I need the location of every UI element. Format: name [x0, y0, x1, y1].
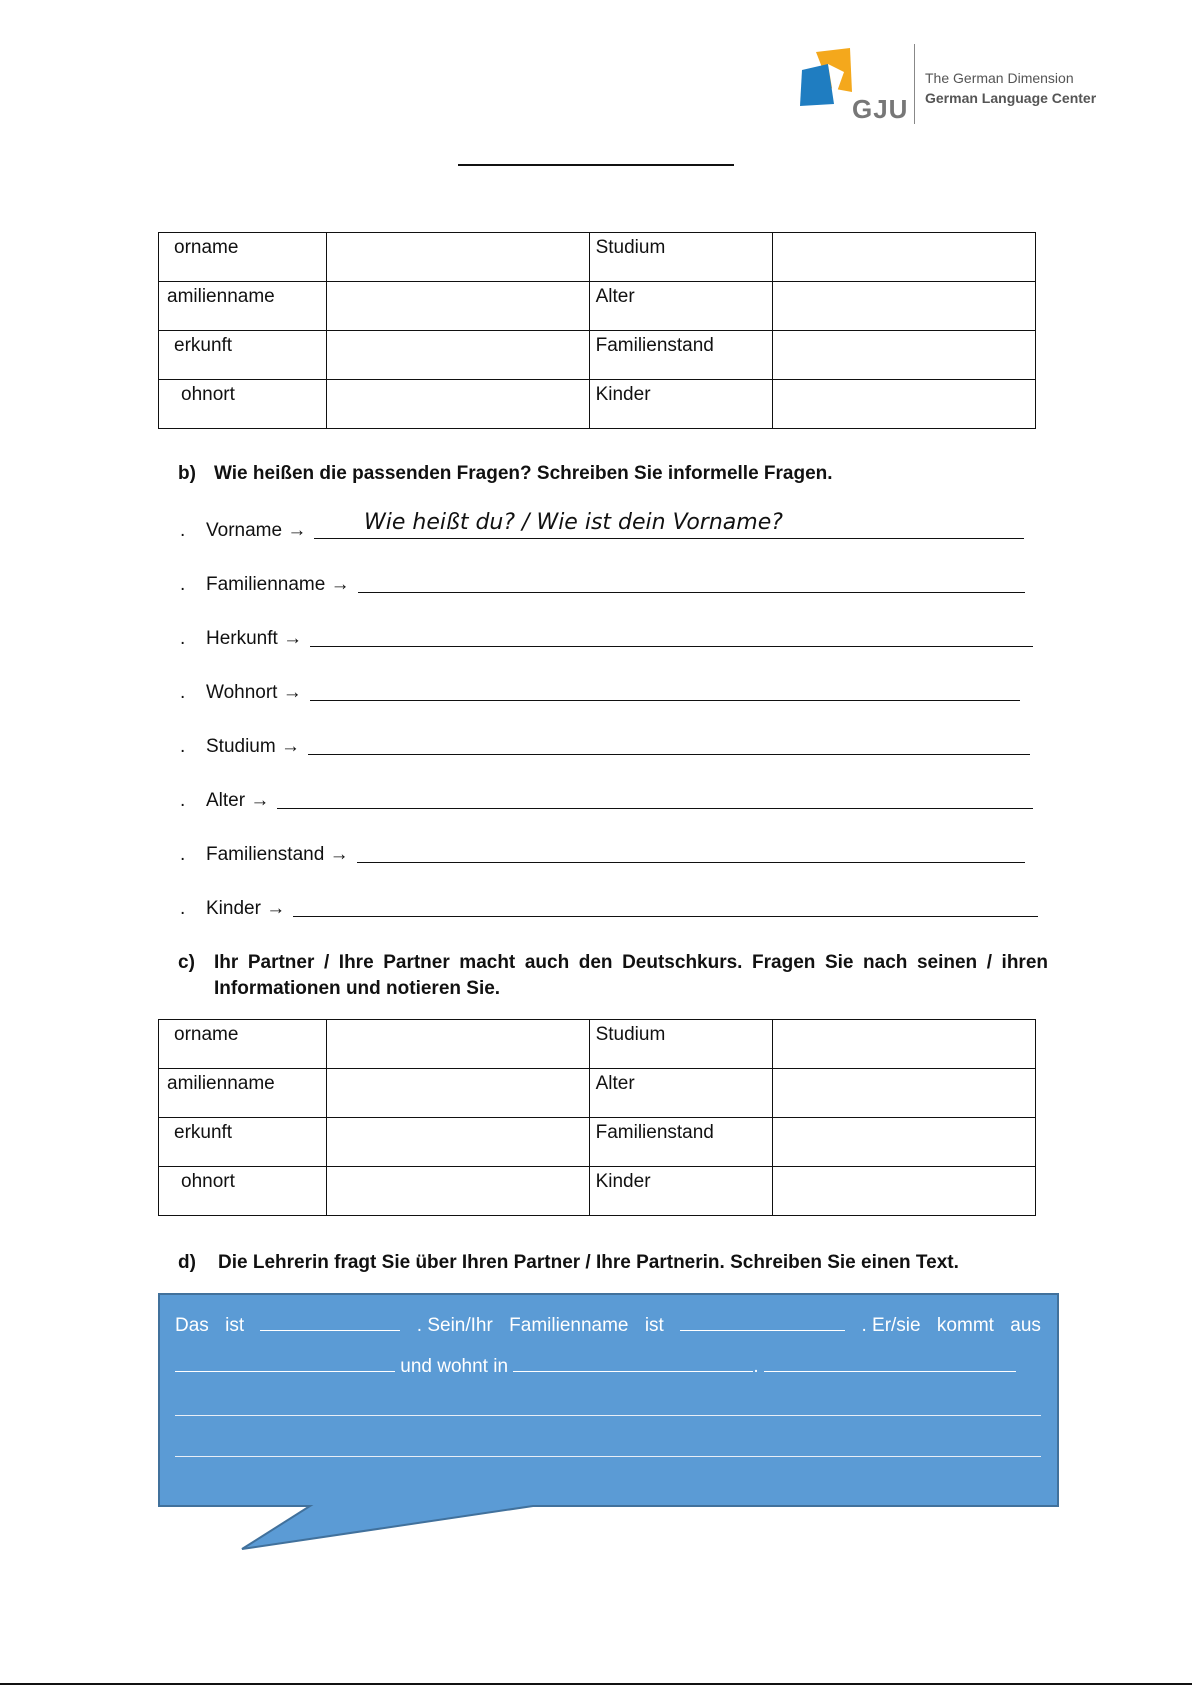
blank-familienname[interactable]: [680, 1329, 845, 1331]
table-row: [159, 282, 1036, 331]
section-instruction: Wie heißen die passenden Fragen? Schreiben Sie informelle Fragen.: [214, 463, 833, 484]
partner-info-table: [158, 1019, 1036, 1216]
question-label: Familienstand: [206, 844, 325, 865]
label-cell: orname: [159, 1020, 327, 1069]
question-row-kinder: [180, 898, 1038, 920]
logo-divider: [914, 44, 915, 124]
question-label: Wohnort: [206, 682, 278, 703]
gju-logo-mark: [800, 48, 856, 114]
title-blank-line: [458, 164, 734, 166]
answer-line[interactable]: [293, 915, 1038, 917]
bullet: .: [180, 736, 186, 757]
table-row: [159, 1020, 1036, 1069]
value-cell[interactable]: [326, 331, 589, 380]
arrow-icon: →: [250, 790, 270, 811]
label-cell: Studium: [589, 1020, 772, 1069]
bubble-writing-line-3[interactable]: [175, 1415, 1041, 1416]
handwritten-answer: Wie heißt du? / Wie ist dein Vorname?: [364, 510, 783, 535]
value-cell[interactable]: [326, 282, 589, 331]
bubble-word: ist: [644, 1315, 664, 1336]
bubble-word: .: [753, 1356, 759, 1377]
question-row-studium: [180, 736, 1030, 758]
question-row-herkunft: [180, 628, 1033, 650]
arrow-icon: →: [329, 844, 349, 865]
question-label: Studium: [206, 736, 276, 757]
bubble-word: und wohnt in: [400, 1356, 509, 1377]
bullet: .: [180, 844, 186, 865]
label-cell: Kinder: [589, 380, 772, 429]
table-row: [159, 1069, 1036, 1118]
value-cell[interactable]: [326, 1167, 589, 1216]
bubble-word: ist: [225, 1315, 245, 1336]
bullet: .: [180, 628, 186, 649]
value-cell[interactable]: [326, 233, 589, 282]
label-cell: Studium: [589, 233, 772, 282]
label-cell: orname: [159, 233, 327, 282]
table-row: [159, 1118, 1036, 1167]
question-label: Kinder: [206, 898, 261, 919]
bubble-line-2: [175, 1356, 1041, 1378]
value-cell[interactable]: [772, 1069, 1035, 1118]
arrow-icon: →: [282, 682, 302, 703]
bubble-writing-line-4[interactable]: [175, 1456, 1041, 1457]
question-row-wohnort: [180, 682, 1020, 704]
logo-abbrev: GJU: [852, 94, 909, 124]
section-instruction-line2: Informationen und notieren Sie.: [214, 978, 501, 999]
section-b-heading: [178, 463, 833, 485]
label-cell: Kinder: [589, 1167, 772, 1216]
answer-line[interactable]: [308, 753, 1030, 755]
section-c-heading: [178, 952, 1048, 1000]
question-row-familienname: [180, 574, 1025, 596]
value-cell[interactable]: [772, 380, 1035, 429]
section-letter: d): [178, 1252, 196, 1273]
personal-info-table: [158, 232, 1036, 429]
table-row: [159, 331, 1036, 380]
question-label: Familienname: [206, 574, 326, 595]
value-cell[interactable]: [326, 1069, 589, 1118]
value-cell[interactable]: [772, 282, 1035, 331]
logo-center-name: German Language Center: [925, 90, 1097, 106]
section-instruction-line1: Ihr Partner / Ihre Partner macht auch den Deutschkurs. Fragen Sie nach seinen / ihren: [214, 952, 1048, 973]
bubble-word: Familienname: [509, 1315, 629, 1336]
question-label: Vorname: [206, 520, 283, 541]
blank-herkunft[interactable]: [175, 1370, 395, 1372]
section-letter: c): [178, 952, 195, 973]
question-row-alter: [180, 790, 1033, 812]
value-cell[interactable]: [772, 1020, 1035, 1069]
value-cell[interactable]: [772, 1118, 1035, 1167]
bubble-word: . Sein/Ihr: [416, 1315, 493, 1336]
answer-line[interactable]: [357, 861, 1025, 863]
bullet: .: [180, 574, 186, 595]
bubble-word: kommt: [936, 1315, 994, 1336]
bullet: .: [180, 682, 186, 703]
bullet: .: [180, 790, 186, 811]
table-row: [159, 380, 1036, 429]
label-cell: Alter: [589, 1069, 772, 1118]
bubble-word: aus: [1010, 1315, 1041, 1336]
answer-line[interactable]: [310, 699, 1020, 701]
answer-line[interactable]: [358, 591, 1025, 593]
label-cell: ohnort: [159, 380, 327, 429]
bullet: .: [180, 898, 186, 919]
blank-wohnort[interactable]: [513, 1370, 753, 1372]
table-row: [159, 1167, 1036, 1216]
arrow-icon: →: [287, 520, 307, 541]
value-cell[interactable]: [772, 1167, 1035, 1216]
arrow-icon: →: [266, 898, 286, 919]
label-cell: Familienstand: [589, 1118, 772, 1167]
label-cell: erkunft: [159, 331, 327, 380]
section-d-heading: [178, 1252, 959, 1274]
blank-name[interactable]: [260, 1329, 400, 1331]
bubble-word: . Er/sie: [861, 1315, 921, 1336]
question-label: Herkunft: [206, 628, 278, 649]
value-cell[interactable]: [326, 1118, 589, 1167]
label-cell: Alter: [589, 282, 772, 331]
value-cell[interactable]: [326, 1020, 589, 1069]
label-cell: ohnort: [159, 1167, 327, 1216]
bubble-word: Das: [175, 1315, 209, 1336]
blank-continuation[interactable]: [764, 1370, 1016, 1372]
bubble-line-1: [175, 1315, 1041, 1337]
logo-tagline: The German Dimension: [925, 70, 1074, 86]
table-row: [159, 233, 1036, 282]
section-instruction: Die Lehrerin fragt Sie über Ihren Partner / Ihre Partnerin. Schreiben Sie einen Text.: [218, 1252, 959, 1273]
answer-line[interactable]: [277, 807, 1033, 809]
question-label: Alter: [206, 790, 246, 811]
arrow-icon: →: [330, 574, 350, 595]
bullet: .: [180, 520, 186, 541]
value-cell[interactable]: [772, 233, 1035, 282]
value-cell[interactable]: [772, 331, 1035, 380]
question-row-familienstand: [180, 844, 1025, 866]
label-cell: erkunft: [159, 1118, 327, 1167]
arrow-icon: →: [283, 628, 303, 649]
section-letter: b): [178, 463, 196, 484]
arrow-icon: →: [280, 736, 300, 757]
label-cell: Familienstand: [589, 331, 772, 380]
answer-line[interactable]: [314, 537, 1024, 539]
value-cell[interactable]: [326, 380, 589, 429]
answer-line[interactable]: [310, 645, 1033, 647]
question-row-vorname: [180, 520, 1024, 542]
label-cell: amilienname: [159, 282, 327, 331]
label-cell: amilienname: [159, 1069, 327, 1118]
